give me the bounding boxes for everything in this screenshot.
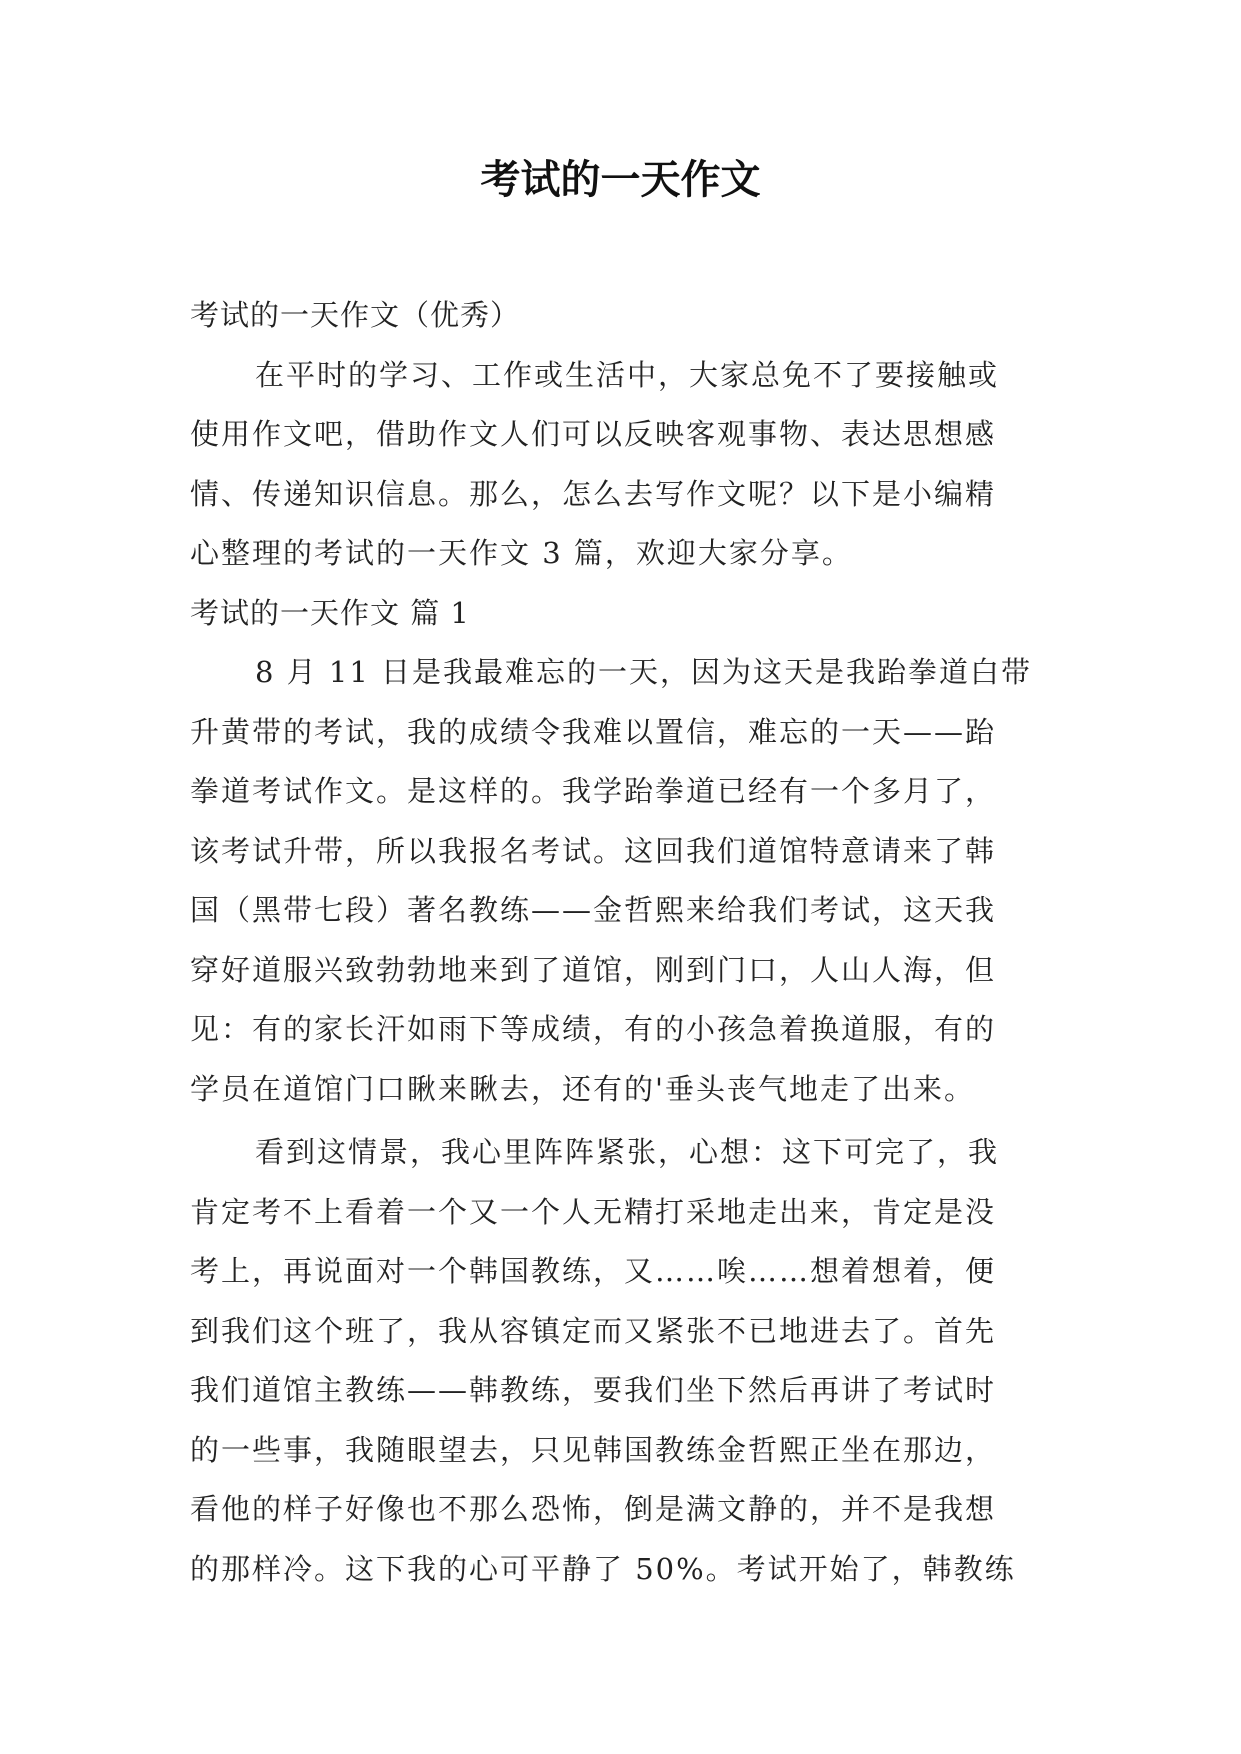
paragraph-line: 看他的样子好像也不那么恐怖，倒是满文静的，并不是我想 bbox=[190, 1492, 997, 1526]
paragraph-line: 考上，再说面对一个韩国教练，又……唉……想着想着，便 bbox=[190, 1254, 997, 1288]
document-title: 考试的一天作文 bbox=[480, 157, 761, 203]
paragraph-line: 穿好道服兴致勃勃地来到了道馆，刚到门口，人山人海，但 bbox=[190, 952, 997, 987]
paragraph-line: 8 月 11 日是我最难忘的一天，因为这天是我跆拳道白带 bbox=[255, 655, 1033, 689]
paragraph-line: 到我们这个班了，我从容镇定而又紧张不已地进去了。首先 bbox=[190, 1313, 997, 1348]
section-heading: 考试的一天作文 篇 1 bbox=[190, 595, 470, 630]
intro-paragraph bbox=[190, 346, 1050, 584]
intro-line: 情、传递知识信息。那么，怎么去写作文呢？以下是小编精 bbox=[190, 476, 997, 511]
paragraph-line: 看到这情景，我心里阵阵紧张，心想：这下可完了，我 bbox=[255, 1135, 1000, 1169]
intro-line: 在平时的学习、工作或生活中，大家总免不了要接触或 bbox=[255, 357, 1000, 392]
intro-line: 心整理的考试的一天作文 3 篇，欢迎大家分享。 bbox=[190, 536, 853, 570]
paragraph-line: 该考试升带，所以我报名考试。这回我们道馆特意请来了韩 bbox=[190, 833, 997, 868]
paragraph-line: 学员在道馆门口瞅来瞅去，还有的'垂头丧气地走了出来。 bbox=[190, 1071, 975, 1106]
paragraph-line: 肯定考不上看着一个又一个人无精打采地走出来，肯定是没 bbox=[190, 1194, 997, 1229]
paragraph-1 bbox=[190, 643, 1050, 1119]
paragraph-line: 升黄带的考试，我的成绩令我难以置信，难忘的一天——跆 bbox=[190, 714, 997, 749]
intro-heading: 考试的一天作文（优秀） bbox=[190, 298, 521, 332]
paragraph-line: 我们道馆主教练——韩教练，要我们坐下然后再讲了考试时 bbox=[190, 1373, 997, 1407]
paragraph-line: 的那样冷。这下我的心可平静了 50%。考试开始了，韩教练 bbox=[190, 1551, 1016, 1586]
paragraph-line: 见：有的家长汗如雨下等成绩，有的小孩急着换道服，有的 bbox=[190, 1012, 997, 1046]
paragraph-line: 的一些事，我随眼望去，只见韩国教练金哲熙正坐在那边， bbox=[190, 1432, 997, 1467]
paragraph-2 bbox=[190, 1123, 1050, 1599]
document-body bbox=[190, 286, 1050, 1599]
intro-line: 使用作文吧，借助作文人们可以反映客观事物、表达思想感 bbox=[190, 417, 997, 451]
paragraph-line: 拳道考试作文。是这样的。我学跆拳道已经有一个多月了， bbox=[190, 774, 997, 808]
paragraph-line: 国（黑带七段）著名教练——金哲熙来给我们考试，这天我 bbox=[190, 893, 997, 927]
